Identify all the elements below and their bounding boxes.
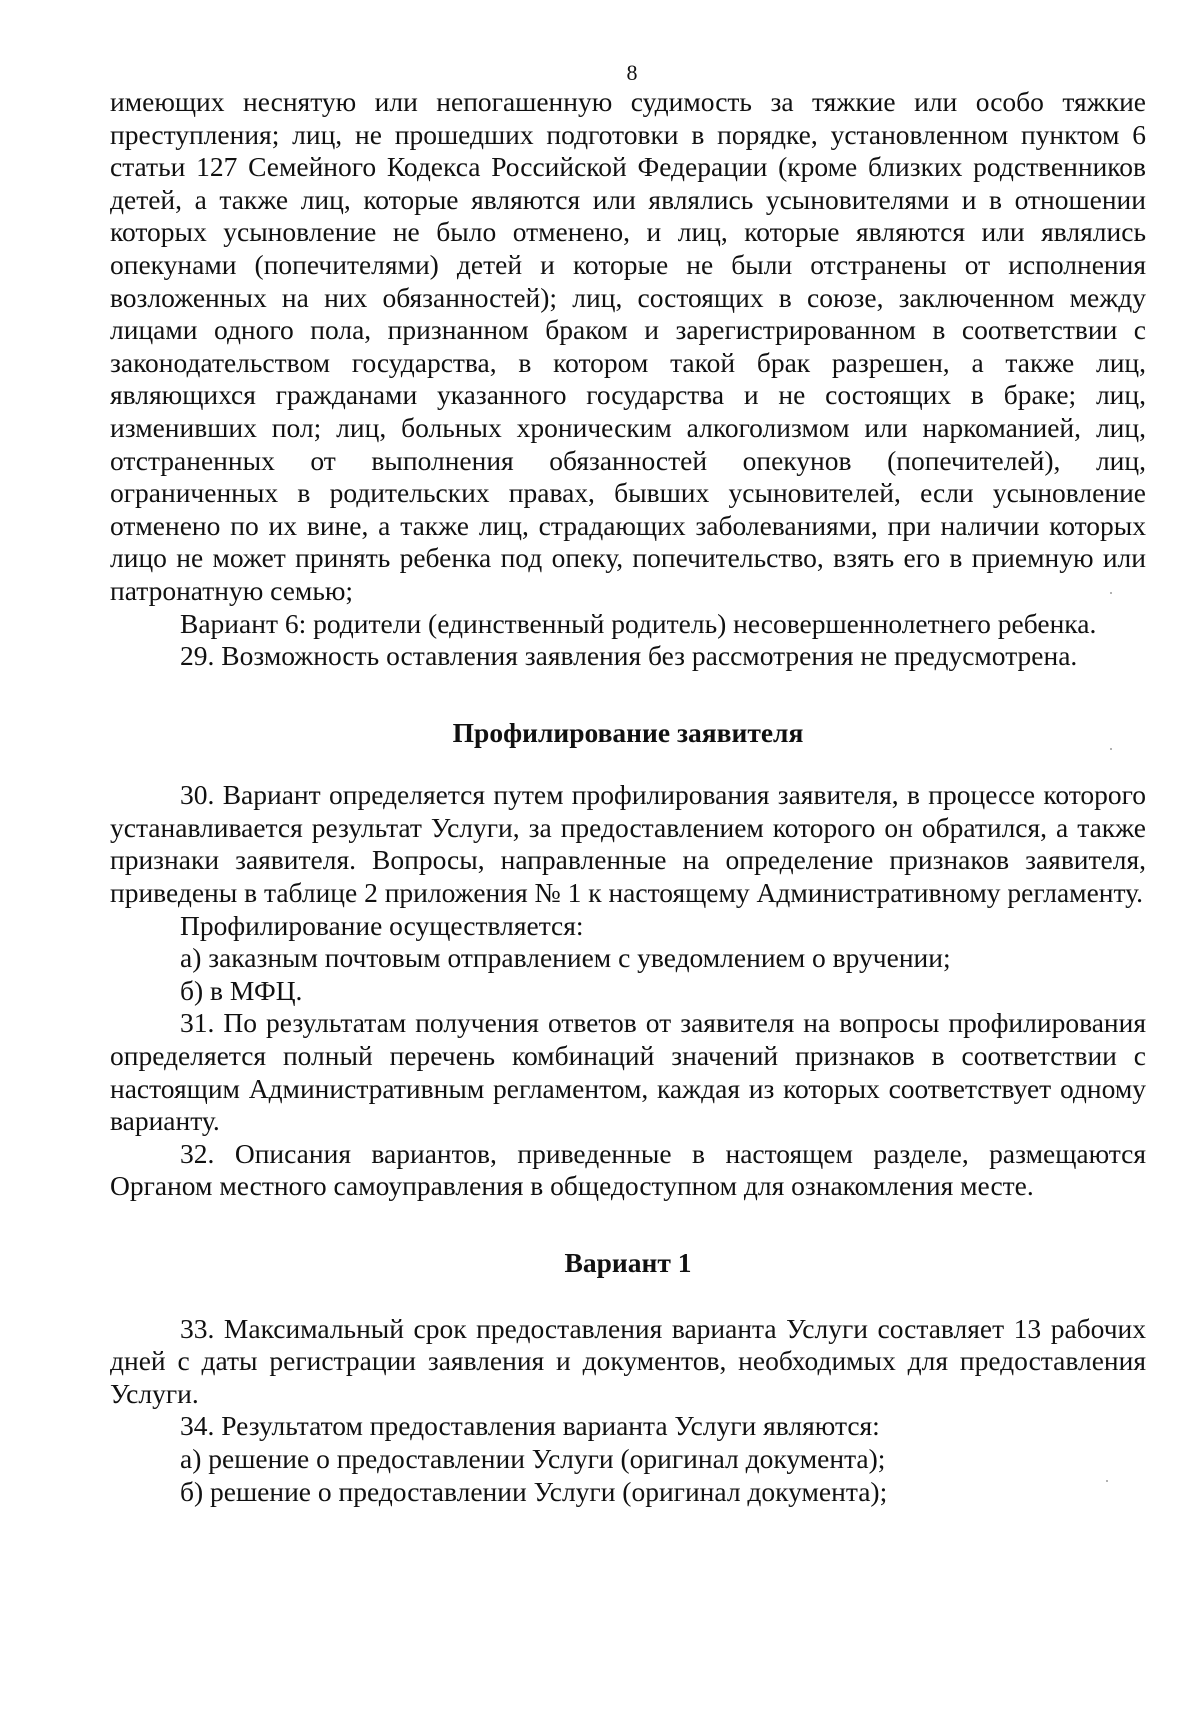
paragraph-variant-6: Вариант 6: родители (единственный родитель) несовершеннолетнего ребенка.	[180, 607, 1097, 639]
list-item-a-mail: а) заказным почтовым отправлением с уведомлением о вручении;	[180, 942, 951, 974]
scan-artifact-dot	[1106, 1480, 1108, 1482]
scan-artifact-dot	[1110, 748, 1112, 750]
paragraph-34: 34. Результатом предоставления варианта Услуги являются:	[180, 1410, 880, 1442]
page-number: 8	[626, 60, 638, 85]
paragraph-33: 33. Максимальный срок предоставления варианта Услуги составляет 13 рабочих дней с даты регистрации заявления и документов, необходимых для предоставления Услуги.	[110, 1312, 1146, 1409]
document-page	[110, 58, 1146, 1508]
list-item-b-decision: б) решение о предоставлении Услуги (оригинал документа);	[180, 1475, 888, 1507]
section-heading-profiling: Профилирование заявителя	[452, 716, 804, 748]
scan-artifact-dot	[1110, 592, 1112, 594]
paragraph-30: 30. Вариант определяется путем профилирования заявителя, в процессе которого устанавливается результат Услуги, за предоставлением которого он обратился, а также признаки заявителя. Вопросы, направленные на определение признаков заявителя, приведены в таблице 2 приложения № 1 к настоящему Административному регламенту.	[110, 779, 1146, 909]
list-item-b-mfc: б) в МФЦ.	[180, 974, 303, 1006]
paragraph-profiling-intro: Профилирование осуществляется:	[180, 909, 584, 941]
paragraph-29: 29. Возможность оставления заявления без рассмотрения не предусмотрена.	[180, 640, 1078, 672]
section-heading-variant-1: Вариант 1	[564, 1247, 692, 1278]
list-item-a-decision: а) решение о предоставлении Услуги (оригинал документа);	[180, 1442, 886, 1474]
paragraph-32: 32. Описания вариантов, приведенные в настоящем разделе, размещаются Органом местного самоуправления в общедоступном для ознакомления месте.	[110, 1137, 1146, 1202]
paragraph-31: 31. По результатам получения ответов от заявителя на вопросы профилирования определяется полный перечень комбинаций значений признаков в соответствии с настоящим Административным регламентом, каждая из которых соответствует одному варианту.	[110, 1007, 1146, 1137]
paragraph-continuation: имеющих неснятую или непогашенную судимость за тяжкие или особо тяжкие преступления; лиц, не прошедших подготовки в порядке, установленном пунктом 6 статьи 127 Семейного Кодекса Российской Федерации (кроме близких родственников детей, а также лиц, которые являются или являлись усыновителями и в отношении которых усыновление не было отменено, и лиц, которые являются или являлись опекунами (попечителями) детей и которые не были отстранены от исполнения возложенных на них обязанностей); лиц, состоящих в союзе, заключенном между лицами одного пола, признанном браком и зарегистрированном в соответствии с законодательством государства, в котором такой брак разрешен, а также лиц, являющихся гражданами указанного государства и не состоящих в браке; лиц, изменивших пол; лиц, больных хроническим алкоголизмом или наркоманией, лиц, отстраненных от выполнения обязанностей опекунов (попечителей), лиц, ограниченных в родительских правах, бывших усыновителей, если усыновление отменено по их вине, а также лиц, страдающих заболеваниями, при наличии которых лицо не может принять ребенка под опеку, попечительство, взять его в приемную или патронатную семью;	[110, 86, 1146, 606]
